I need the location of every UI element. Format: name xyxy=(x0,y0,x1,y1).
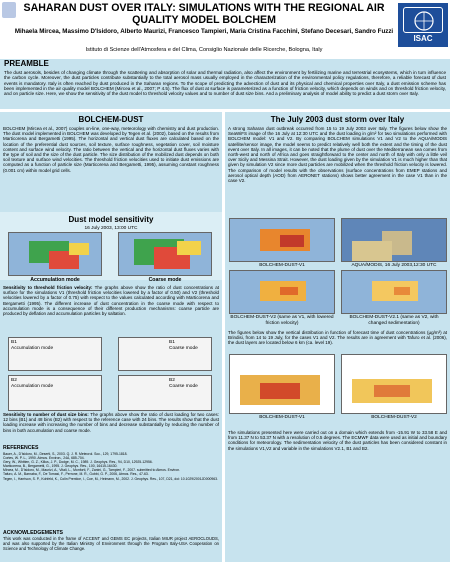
map-label-accumulation: Accumulation mode xyxy=(30,277,80,283)
bolchem-title: BOLCHEM-DUST xyxy=(78,115,144,124)
b1-accumulation-map xyxy=(8,337,102,371)
acknowledgements-title: ACKNOWLEDGEMENTS xyxy=(3,530,63,536)
b1-coarse-map xyxy=(118,337,212,371)
map-date: 16 July 2003, 13:00 UTC xyxy=(84,226,138,231)
b1-accumulation-label: B1 Accumulation mode xyxy=(11,340,54,351)
affiliation: Istituto di Scienze dell'Atmosfera e del Clima, Consiglio Nazionale delle Ricerche, Bologna, Italy xyxy=(85,47,323,53)
simulations-text: The simulations presented here were carried out on a domain which extends from -15.91 W to 33.58 E and from 11.37 N to 53.37 N with a resolution of 0.5 degrees. The ECMWF data were used as initial and boundary conditions for meteorology. The sedimentation velocity of the dust particles has been considered constant in the simulations V1,V2 and variable in the simulations V2.1, B1 and B2. xyxy=(228,430,447,451)
brindisi-v2-plot xyxy=(341,354,447,414)
preamble-text: The dust aerosols, besides of changing climate through the scattering and absorption of solar and thermal radiation, also affect the environment by fertilizing marine and terrestrial ecosystems, which in turn influence the carbon cycle. Moreover, the dust particles contribute substantially to the total aerosol mass usually employed in the characterization of the environmental policy regulations, therefore, a reliable forecast of dust events is mandatory. Italy is often reached by dust produced in the Saharan regions. To the scope of predicting the advection of dust and its physical and chemical properties over Italy, a dust emission scheme has been implemented in the air quality model BOLCHEM (Mircea et al., 2007; P 4.5). The flux of dust at surface is parameterized as a function of friction velocity, which depends on winds and on threshold friction velocity, and on particle size. Here, we show the sensitivity of the dust model to threshold velocity values and to number of dust size bins. And a preliminary analysis of model ability to predict a dust storm over Italy. xyxy=(0,69,450,109)
sensitivity-bins-body: The graphs above show the ratio of dust loading for two cases: 12 bins (B1) and 48 bins (B2) with respect to the reference case with 24 bins. The results show that the dust loading increase with increasing the number of bins and decrease substantially by reducing the number of bins in both accumulation and coarse mode. xyxy=(3,412,219,433)
authors: Mihaela Mircea, Massimo D'Isidoro, Alberto Maurizi, Francesco Tampieri, Maria Cristina Facchini, Stefano Decesari, Sandro Fuzzi xyxy=(14,28,394,35)
b2-accumulation-label: B2 Accumulation mode xyxy=(11,378,54,389)
b1-coarse-label: B1 Coarse mode xyxy=(169,340,198,351)
b2-accumulation-map xyxy=(8,375,102,411)
accumulation-map xyxy=(8,232,102,276)
modis-image xyxy=(341,218,447,262)
preamble-title: PREAMBLE xyxy=(0,59,450,69)
b2-coarse-map xyxy=(118,375,212,411)
left-column xyxy=(0,112,222,562)
modis-caption: AQUA/MODIS, 16 July 2003,12:30 UTC xyxy=(351,263,437,268)
brindisi-v2-caption: BOLCHEM-DUST-V2 xyxy=(371,415,417,420)
references-title: REFERENCES xyxy=(3,445,39,451)
sensitivity-bins-text xyxy=(3,412,219,433)
storm-title: The July 2003 dust storm over Italy xyxy=(270,115,405,124)
isac-text: ISAC xyxy=(413,34,433,43)
brindisi-v1-caption: BOLCHEM-DUST-V1 xyxy=(259,415,305,420)
v21-map-caption: BOLCHEM-DUST-V2.1 (same as V2, with changed sedimentation) xyxy=(349,315,439,326)
b2-coarse-label: B2 Coarse mode xyxy=(169,378,198,389)
sensitivity-bins-head: Sensitivity to number of dust size bins: xyxy=(3,412,89,417)
header xyxy=(0,0,450,58)
v21-dust-map xyxy=(341,270,447,314)
logo-badge xyxy=(403,7,443,33)
poster-title: SAHARAN DUST OVER ITALY: SIMULATIONS WITH THE REGIONAL AIR QUALITY MODEL BOLCHEM xyxy=(23,2,385,26)
bolchem-text: BOLCHEM (Mircea et al., 2007) couples on-line, one-way, meteorology with chemistry and dust production. The dust model implemented in BOLCHEM was developed by Tegen et al. (2002), based on the results from Marticorena and Bergametti (1995). The horizontal and vertical dust fluxes are calculated based on the location of the preferential dust sources, soil texture, surface roughness, vegetation cover, soil moisture content and surface wind velocity. The ratio between the vertical and the horizontal dust fluxes varies with the type of soil and the size of the dust particle. The size distribution of the mobilized dust depends on both soil texture and surface wind velocities. The threshold friction velocities used to initiate dust emissions are computed as a function of particle size (Marticorena and Bergametti, 1995), assuming constant roughness (0.001 cm) within model grid cells. xyxy=(3,126,219,173)
globe-icon xyxy=(404,8,444,34)
sensitivity-velocity-text xyxy=(3,285,219,316)
map-label-coarse: Coarse mode xyxy=(148,277,182,283)
storm-text: A strong Saharan dust outbreak occurred from 15 to 19 July 2003 over Italy. The figures below show the SeaWiFS image of the 16 July at 12:30 UTC and the dust loading in g/m² for two simulations performed with BOLCHEM model: V1 and V2. By comparing BOLCHEM simulations V1 and V2 to the AQUA/MODIS satellite/sensor image, the model seems to predict relatively well both the extent and the timing of the dust event over Italy. In all images, it can be noted that the plume of dust over the Mediterranean sea comes from north-west and north of Africa and goes straightforward to the center and north of Italy with only a little veil over Sicily and Messina Strait. However, the dust loading given by the simulation V1 is much higher than that given by simulation V2 since more dust particles are mobilized when the threshold friction velocity is lowered. The comparison of model results with the observations (surface concentrations from EMEP stations and aerosol optical depth (AOD) from AERONET stations) shows better agreement in the case V1 than in the case V2. xyxy=(228,126,447,184)
coarse-map xyxy=(118,232,212,276)
v2-dust-map xyxy=(229,270,335,314)
right-column xyxy=(225,112,450,562)
v1-map-caption: BOLCHEM-DUST-V1 xyxy=(259,263,305,268)
v2-map-caption: BOLCHEM-DUST-V2 (same as V1, with lowered friction velocity) xyxy=(230,315,334,326)
vertical-distribution-text: The figures below show the vertical distribution in function of forecast time of dust concentrations (µg/m³) at Brindisi, from 14 to 19 July, for the cases V1 and V2. The results are in agreement with Tafuro et al. (2006), the dust layers are located below 6 km (ca. level 19). xyxy=(228,330,447,346)
v1-dust-map xyxy=(229,218,335,262)
isac-logo xyxy=(398,3,448,47)
brindisi-v1-plot xyxy=(229,354,335,414)
sensitivity-title: Dust model sensitivity xyxy=(68,215,154,224)
acknowledgements-text: This work was conducted in the frame of ACCENT and GEMS EC projects, Italian MIUR project AEROCLOUDS, and was also supported by the Italian Ministry of Environment through the Program Italy-USA Cooperation on Science and Technology of Climate Change. xyxy=(3,536,219,551)
sensitivity-velocity-head: Sensitivity to threshold friction velocity: xyxy=(3,285,93,290)
references-text: Bauer, A., D'Isidoro, M., Deserti, S., 2003. Q. J. R. Meteorol. Soc., 129, 1795-1818. Cortes, W. P. L., 1990. Atmos. Environ., 24A, 685-704. Gery, W., Whitten, G. Z., Killus, J. P., Dodge, M. C., 1989. J. Geophys. Res., 94, D10, 12925-12956. Marticorena, B., Bergametti, G., 1995. J. Geophys. Res., 100, 16415-16430. Mircea, M., D'Isidoro, M., Maurizi, A., Vitali, L., Monforti, F., Zanini, G., Tampieri, F., 2007. submitted to Atmos. Environ. Tafuro, A. M., Barnaba, F., De Tomasi, F., Perrone, M. R., Gobbi, G. P., 2006, Atmos. Res., 47-63. Tegen, I., Harrison, S. P., Kohfeld, K., Colin Prentice, I., Coe, M., Heimann, M., 2002. J. Geophys. Res., 107, D21, doi: 10.1029/2001JD000963. xyxy=(3,452,218,481)
sensitivity-velocity-body: The graphs above show the ratio of dust concentrations at surface for the simulations V1 (threshold friction velocities lowered by a factor of 0.50) and V2 (threshold velocities lowered by a factor of 0.75) with respect to the values calculated according with Marticorena and Bergametti (1995). The different increase of dust concentration in the coarse mode with respect to accumulation mode is a consequence of their different production mechanisms: coarse particle are produced by deflation and accumulation particles by saltation. xyxy=(3,285,219,317)
